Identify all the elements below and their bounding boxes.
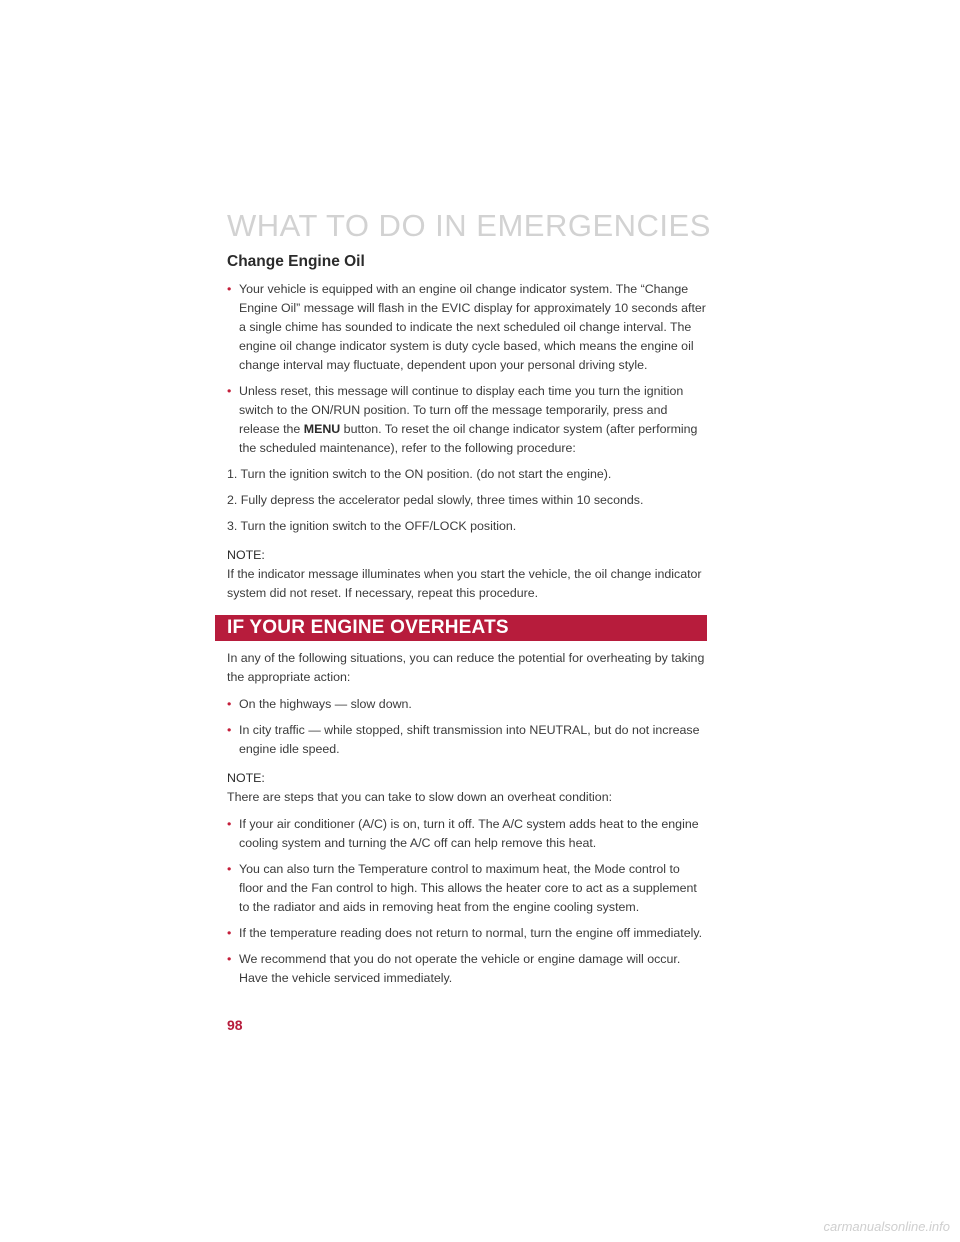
menu-button-label: MENU [303,422,341,436]
bullet-item [227,950,707,988]
bullet-text: Your vehicle is equipped with an engine oil change indicator system. The “Change Engine Oil” message will flash in the EVIC display for approximately 10 seconds after a single chime has sounded to indicate the next scheduled oil change interval. The engine oil change indicator system is duty cycle based, which means the engine oil change interval may fluctuate, dependent upon your personal driving style. [239,282,706,372]
note-text: If the indicator message illuminates when you start the vehicle, the oil change indicator system did not reset. If necessary, repeat this procedure. [227,567,702,600]
bullet-item [227,695,707,714]
note-label: NOTE: [227,548,265,562]
bullet-dot-icon: • [227,723,232,737]
bullet-text: You can also turn the Temperature control to maximum heat, the Mode control to floor and the Fan control to high. This allows the heater core to act as a supplement to the radiator and aids in removing heat from the engine cooling system. [239,862,697,914]
bullet-text: In city traffic — while stopped, shift transmission into NEUTRAL, but do not increase engine idle speed. [239,723,700,756]
bullet-item [227,924,707,943]
page-content [227,252,707,995]
bullet-dot-icon: • [227,697,232,711]
bullet-item [227,815,707,853]
bullet-dot-icon: • [227,384,232,398]
procedure-step-2: 2. Fully depress the accelerator pedal slowly, three times within 10 seconds. [227,493,644,507]
procedure-step-1: 1. Turn the ignition switch to the ON position. (do not start the engine). [227,467,612,481]
bullet-item [227,721,707,759]
note-text: There are steps that you can take to slow down an overheat condition: [227,790,613,804]
bullet-text: If the temperature reading does not return to normal, turn the engine off immediately. [239,926,703,940]
watermark: carmanualsonline.info [823,1219,950,1234]
bullet-text: We recommend that you do not operate the vehicle or engine damage will occur. Have the vehicle serviced immediately. [239,952,681,985]
bullet-text: On the highways — slow down. [239,697,412,711]
section-title-engine-overheats: IF YOUR ENGINE OVERHEATS [215,615,707,641]
bullet-dot-icon: • [227,926,232,940]
bullet-dot-icon: • [227,862,232,876]
procedure-step-3: 3. Turn the ignition switch to the OFF/LOCK position. [227,519,517,533]
bullet-text-before: Unless reset, this message will continue to display each time you turn the ignition switch to the ON/RUN position. To turn off the message temporarily, press and release the [239,384,684,436]
bullet-item [227,280,707,375]
bullet-dot-icon: • [227,952,232,966]
subsection-title-change-engine-oil: Change Engine Oil [227,253,365,270]
bullet-item [227,860,707,917]
bullet-dot-icon: • [227,282,232,296]
note-label: NOTE: [227,771,265,785]
bullet-text-after: button. To reset the oil change indicator system (after performing the scheduled maintenance), refer to the following procedure: [239,422,698,455]
bullet-item [227,382,707,458]
page-header: WHAT TO DO IN EMERGENCIES [227,208,711,243]
bullet-dot-icon: • [227,817,232,831]
page-number: 98 [227,1017,243,1033]
overheat-intro: In any of the following situations, you can reduce the potential for overheating by taking the appropriate action: [227,651,705,684]
bullet-text: If your air conditioner (A/C) is on, turn it off. The A/C system adds heat to the engine cooling system and turning the A/C off can help remove this heat. [239,817,699,850]
